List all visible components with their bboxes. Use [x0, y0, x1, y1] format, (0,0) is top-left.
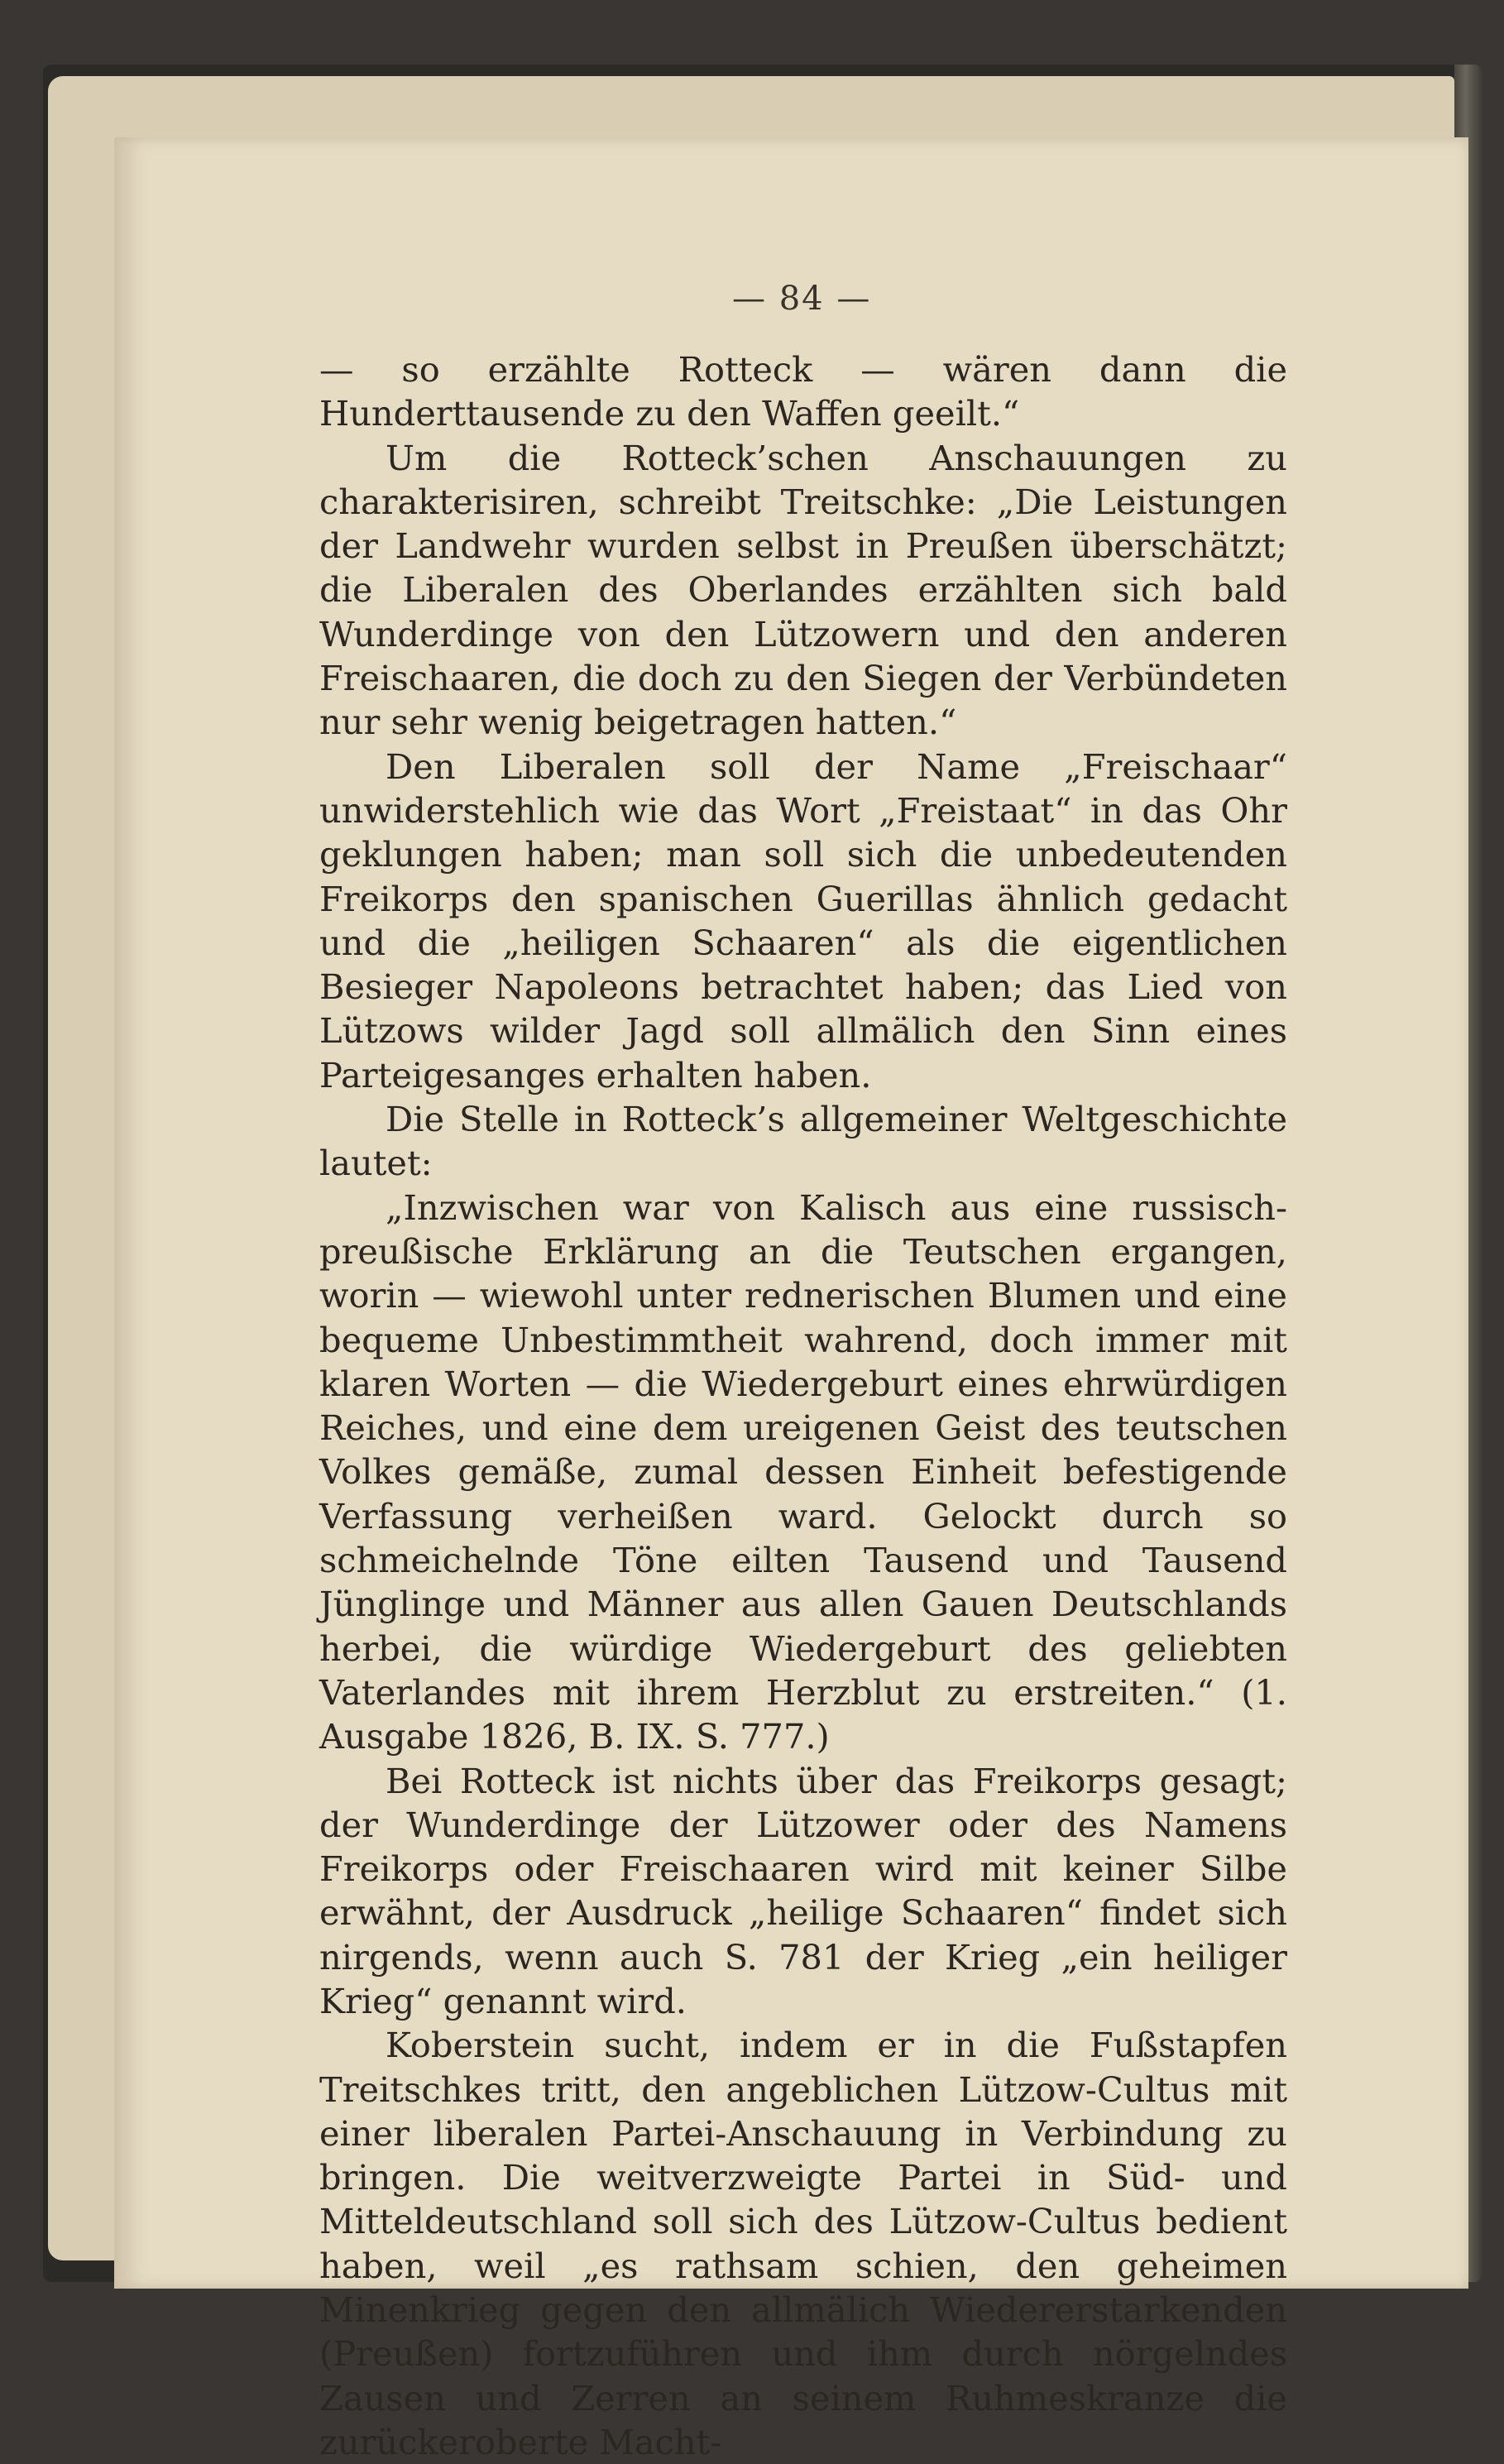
paragraph: — so erzählte Rotteck — wären dann die Hunderttausende zu den Waffen geeilt.“: [319, 349, 1287, 434]
paragraph: Koberstein sucht, indem er in die Fußstapfen Treitschkes tritt, den angeblichen Lützow-Cultus mit einer liberalen Partei-Anschauung in Verbindung zu bringen. Die weitverzweigte Partei in Süd- und Mitteldeutschland soll sich des Lützow-Cultus bedient haben, weil „es rathsam schien, den geheimen Minenkrieg gegen den allmälich Wiedererstarkenden (Preußen) fortzuführen und ihm durch nörgelndes Zausen und Zerren an seinem Ruhmeskranze die zurückeroberte Macht-: [319, 2025, 1287, 2462]
paragraph: Um die Rotteck’schen Anschauungen zu charakterisiren, schreibt Treitschke: „Die Leistungen der Landwehr wurden selbst in Preußen überschätzt; die Liberalen des Oberlandes erzählten sich bald Wunderdinge von den Lützowern und den anderen Freischaaren, die doch zu den Siegen der Verbündeten nur sehr wenig beigetragen hatten.“: [319, 437, 1287, 743]
paragraph: Die Stelle in Rotteck’s allgemeiner Weltgeschichte lautet:: [319, 1099, 1287, 1184]
page-text: [319, 348, 1287, 2464]
page-number: — 84 —: [732, 280, 872, 318]
paragraph: Den Liberalen soll der Name „Freischaar“ unwiderstehlich wie das Wort „Freistaat“ in das Ohr geklungen haben; man soll sich die unbedeutenden Freikorps den spanischen Guerillas ähnlich gedacht und die „heiligen Schaaren“ als die eigentlichen Besieger Napoleons betrachtet haben; das Lied von Lützows wilder Jagd soll allmälich den Sinn eines Parteigesanges erhalten haben.: [319, 745, 1287, 1095]
quotation-paragraph: „Inzwischen war von Kalisch aus eine russisch-preußische Erklärung an die Teutschen ergangen, worin — wiewohl unter rednerischen Blumen und eine bequeme Unbestimmtheit wahrend, doch immer mit klaren Worten — die Wiedergeburt eines ehrwürdigen Reiches, und eine dem ureigenen Geist des teutschen Volkes gemäße, zumal dessen Einheit befestigende Verfassung verheißen ward. Gelockt durch so schmeichelnde Töne eilten Tausend und Tausend Jünglinge und Männer aus allen Gauen Deutschlands herbei, die würdige Wiedergeburt des geliebten Vaterlandes mit ihrem Herzblut zu erstreiten.“ (1. Ausgabe 1826, B. IX. S. 777.): [319, 1186, 1287, 1757]
paragraph: Bei Rotteck ist nichts über das Freikorps gesagt; der Wunderdinge der Lützower oder des Namens Freikorps oder Freischaaren wird mit keiner Silbe erwähnt, der Ausdruck „heilige Schaaren“ findet sich nirgends, wenn auch S. 781 der Krieg „ein heiliger Krieg“ genannt wird.: [319, 1760, 1287, 2021]
